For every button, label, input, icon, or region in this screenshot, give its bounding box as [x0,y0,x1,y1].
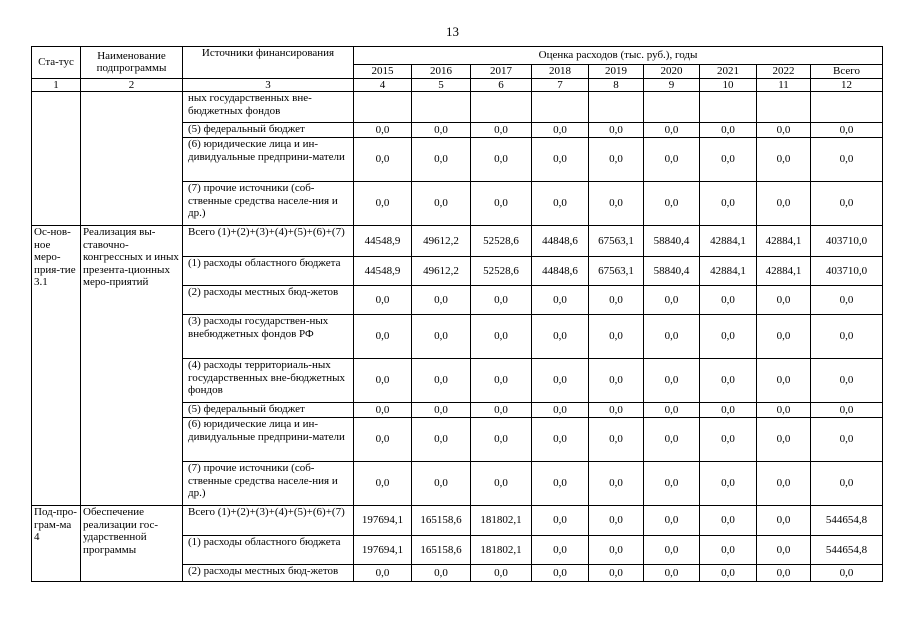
page-number: 13 [446,24,459,39]
value-cell: 0,0 [700,138,757,182]
total-cell: 0,0 [811,565,883,582]
total-cell: 0,0 [811,418,883,462]
value-cell: 0,0 [471,123,532,138]
value-cell: 0,0 [589,418,644,462]
value-cell [589,92,644,123]
value-cell: 0,0 [532,418,589,462]
header-year: 2017 [471,65,532,79]
value-cell: 0,0 [532,403,589,418]
value-cell: 0,0 [589,315,644,359]
value-cell: 0,0 [644,403,700,418]
funding-source-cell: (6) юридические лица и ин-дивидуальные предприни-матели [183,138,354,182]
value-cell: 0,0 [644,565,700,582]
funding-source-cell: (5) федеральный бюджет [183,123,354,138]
value-cell: 58840,4 [644,257,700,286]
value-cell: 0,0 [700,462,757,506]
value-cell: 0,0 [412,138,471,182]
value-cell: 0,0 [589,565,644,582]
total-cell: 0,0 [811,138,883,182]
value-cell: 0,0 [354,418,412,462]
value-cell: 0,0 [471,403,532,418]
value-cell: 0,0 [589,138,644,182]
header-year: 2018 [532,65,589,79]
value-cell: 0,0 [757,359,811,403]
value-cell: 0,0 [471,359,532,403]
funding-source-cell: Всего (1)+(2)+(3)+(4)+(5)+(6)+(7) [183,506,354,536]
total-cell: 544654,8 [811,536,883,565]
value-cell: 0,0 [412,565,471,582]
value-cell: 0,0 [700,315,757,359]
value-cell: 0,0 [644,506,700,536]
value-cell: 197694,1 [354,506,412,536]
total-cell: 0,0 [811,182,883,226]
value-cell: 0,0 [532,286,589,315]
column-number: 12 [811,78,883,92]
value-cell: 0,0 [532,315,589,359]
funding-source-cell: (2) расходы местных бюд-жетов [183,286,354,315]
value-cell: 0,0 [757,565,811,582]
value-cell: 0,0 [757,462,811,506]
value-cell: 165158,6 [412,536,471,565]
funding-source-cell: (7) прочие источники (соб-ственные средства населе-ния и др.) [183,182,354,226]
value-cell: 0,0 [412,403,471,418]
value-cell: 0,0 [354,138,412,182]
value-cell [354,92,412,123]
funding-source-cell: (2) расходы местных бюд-жетов [183,565,354,582]
column-number: 3 [183,78,354,92]
header-total: Всего [811,65,883,79]
value-cell: 0,0 [757,123,811,138]
value-cell: 0,0 [589,359,644,403]
value-cell: 0,0 [412,286,471,315]
value-cell: 0,0 [757,418,811,462]
header-year: 2015 [354,65,412,79]
column-number: 5 [412,78,471,92]
value-cell: 0,0 [471,462,532,506]
value-cell: 0,0 [644,418,700,462]
value-cell: 0,0 [757,138,811,182]
value-cell: 0,0 [757,536,811,565]
total-cell: 0,0 [811,315,883,359]
value-cell: 0,0 [471,418,532,462]
value-cell: 0,0 [644,359,700,403]
value-cell: 0,0 [354,462,412,506]
header-funding-sources: Источники финансирования [183,47,354,79]
funding-source-cell: (5) федеральный бюджет [183,403,354,418]
funding-source-cell: (3) расходы государствен-ных внебюджетных фондов РФ [183,315,354,359]
value-cell: 0,0 [412,315,471,359]
header-year: 2022 [757,65,811,79]
value-cell: 0,0 [471,286,532,315]
value-cell: 0,0 [644,286,700,315]
funding-source-cell: Всего (1)+(2)+(3)+(4)+(5)+(6)+(7) [183,226,354,257]
value-cell: 49612,2 [412,226,471,257]
value-cell: 0,0 [532,138,589,182]
value-cell: 0,0 [412,359,471,403]
value-cell [757,92,811,123]
value-cell: 0,0 [757,403,811,418]
total-cell: 0,0 [811,286,883,315]
program-name-cell: Обеспечение реализации гос-ударственной программы [81,506,183,582]
total-cell: 0,0 [811,359,883,403]
value-cell: 0,0 [532,123,589,138]
value-cell: 44548,9 [354,257,412,286]
value-cell: 0,0 [471,182,532,226]
status-cell [32,92,81,226]
value-cell: 0,0 [757,506,811,536]
header-year: 2019 [589,65,644,79]
value-cell: 0,0 [589,182,644,226]
value-cell: 0,0 [700,403,757,418]
value-cell: 42884,1 [757,226,811,257]
value-cell: 0,0 [757,315,811,359]
table-row [32,226,883,257]
value-cell: 0,0 [700,565,757,582]
value-cell: 58840,4 [644,226,700,257]
header-year: 2020 [644,65,700,79]
value-cell: 44848,6 [532,257,589,286]
total-cell: 403710,0 [811,226,883,257]
value-cell: 0,0 [589,286,644,315]
value-cell: 0,0 [354,286,412,315]
value-cell: 0,0 [644,536,700,565]
value-cell: 44848,6 [532,226,589,257]
value-cell: 0,0 [412,182,471,226]
value-cell: 0,0 [589,123,644,138]
value-cell: 0,0 [700,286,757,315]
value-cell: 0,0 [354,182,412,226]
status-cell: Ос-нов-ное меро-прия-тие 3.1 [32,226,81,506]
value-cell: 0,0 [644,315,700,359]
value-cell: 0,0 [354,359,412,403]
column-number: 6 [471,78,532,92]
value-cell: 0,0 [644,138,700,182]
value-cell: 0,0 [532,462,589,506]
value-cell [700,92,757,123]
value-cell: 52528,6 [471,257,532,286]
value-cell: 49612,2 [412,257,471,286]
column-number: 8 [589,78,644,92]
value-cell: 0,0 [354,403,412,418]
funding-source-cell: (6) юридические лица и ин-дивидуальные предприни-матели [183,418,354,462]
value-cell: 181802,1 [471,536,532,565]
value-cell: 52528,6 [471,226,532,257]
value-cell: 0,0 [757,286,811,315]
total-cell: 0,0 [811,123,883,138]
value-cell: 0,0 [412,418,471,462]
value-cell: 0,0 [532,565,589,582]
value-cell: 0,0 [644,182,700,226]
value-cell: 0,0 [700,182,757,226]
value-cell: 0,0 [412,123,471,138]
value-cell: 67563,1 [589,226,644,257]
value-cell: 0,0 [700,506,757,536]
value-cell: 0,0 [700,536,757,565]
value-cell: 44548,9 [354,226,412,257]
column-number: 2 [81,78,183,92]
value-cell: 181802,1 [471,506,532,536]
value-cell [471,92,532,123]
value-cell: 0,0 [354,123,412,138]
value-cell: 197694,1 [354,536,412,565]
header-year: 2021 [700,65,757,79]
budget-table [31,46,883,582]
value-cell: 0,0 [471,138,532,182]
header-status: Ста-тус [32,47,81,79]
value-cell: 0,0 [532,506,589,536]
total-cell [811,92,883,123]
funding-source-cell: (1) расходы областного бюджета [183,536,354,565]
value-cell: 0,0 [700,359,757,403]
value-cell: 0,0 [700,418,757,462]
funding-source-cell: (4) расходы территориаль-ных государственных вне-бюджетных фондов [183,359,354,403]
value-cell: 0,0 [412,462,471,506]
column-number: 9 [644,78,700,92]
value-cell: 42884,1 [757,257,811,286]
value-cell: 0,0 [532,182,589,226]
value-cell: 0,0 [471,315,532,359]
total-cell: 544654,8 [811,506,883,536]
header-year: 2016 [412,65,471,79]
column-number: 10 [700,78,757,92]
value-cell: 0,0 [589,462,644,506]
value-cell: 165158,6 [412,506,471,536]
value-cell: 0,0 [644,123,700,138]
funding-source-cell: (7) прочие источники (соб-ственные средства населе-ния и др.) [183,462,354,506]
value-cell: 0,0 [589,536,644,565]
value-cell: 0,0 [644,462,700,506]
value-cell: 0,0 [471,565,532,582]
program-name-cell: Реализация вы-ставочно-конгрессных и иных презента-ционных меро-приятий [81,226,183,506]
column-number: 1 [32,78,81,92]
value-cell: 0,0 [532,536,589,565]
value-cell: 42884,1 [700,226,757,257]
program-name-cell [81,92,183,226]
funding-source-cell: (1) расходы областного бюджета [183,257,354,286]
value-cell [532,92,589,123]
value-cell: 0,0 [532,359,589,403]
value-cell [644,92,700,123]
value-cell: 0,0 [757,182,811,226]
value-cell [412,92,471,123]
funding-source-cell: ных государственных вне-бюджетных фондов [183,92,354,123]
total-cell: 403710,0 [811,257,883,286]
value-cell: 42884,1 [700,257,757,286]
column-number: 7 [532,78,589,92]
table-body [32,92,883,582]
table-row [32,92,883,123]
header-expenses-title: Оценка расходов (тыс. руб.), годы [354,47,883,65]
header-program-name: Наименование подпрограммы [81,47,183,79]
value-cell: 0,0 [700,123,757,138]
total-cell: 0,0 [811,462,883,506]
total-cell: 0,0 [811,403,883,418]
value-cell: 0,0 [354,565,412,582]
value-cell: 67563,1 [589,257,644,286]
column-number: 11 [757,78,811,92]
value-cell: 0,0 [354,315,412,359]
column-number: 4 [354,78,412,92]
value-cell: 0,0 [589,403,644,418]
status-cell: Под-про-грам-ма 4 [32,506,81,582]
table-row [32,506,883,536]
value-cell: 0,0 [589,506,644,536]
